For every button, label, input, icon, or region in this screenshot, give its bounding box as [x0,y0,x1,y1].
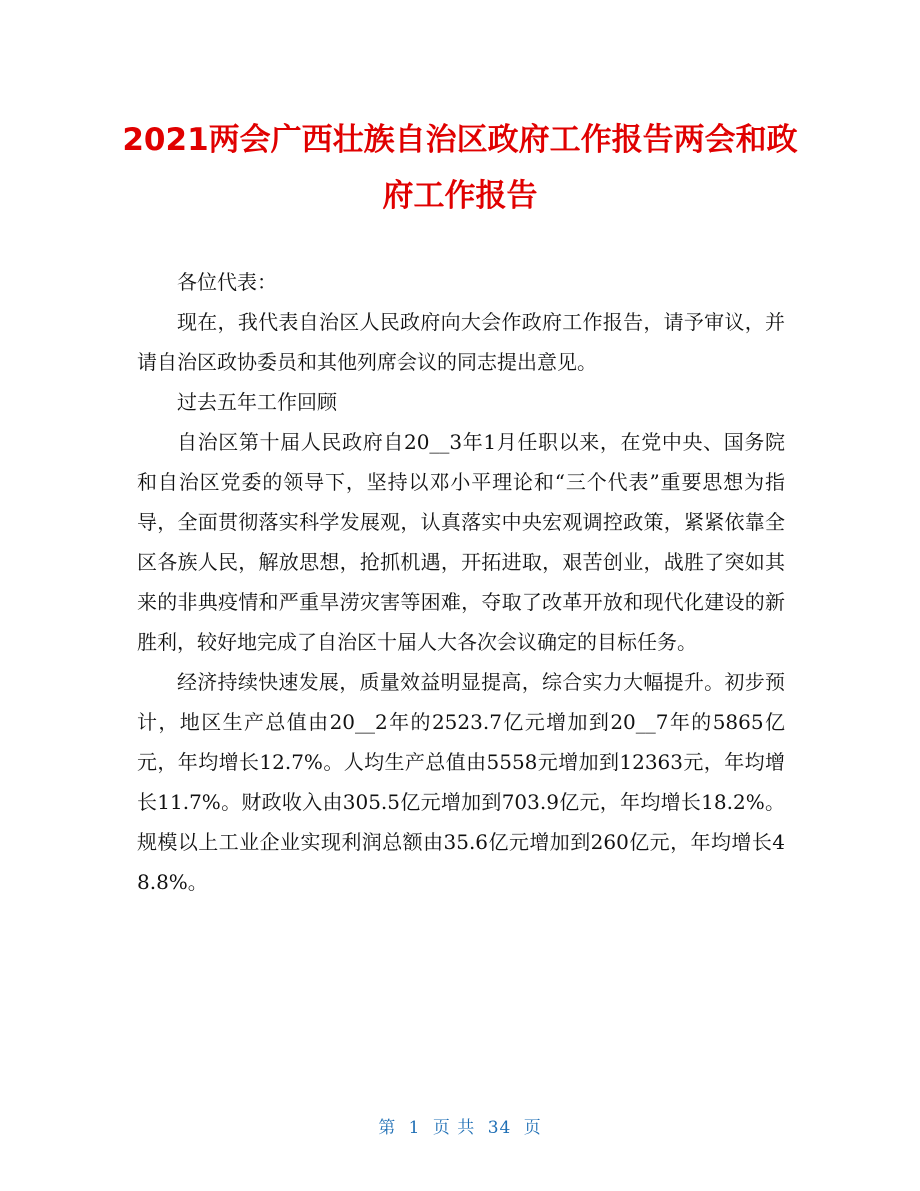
paragraph-economy: 经济持续快速发展，质量效益明显提高，综合实力大幅提升。初步预计，地区生产总值由20__2年的2523.7亿元增加到20__7年的5865亿元，年均增长12.7%。人均生产总值由5558元增加到12363元，年均增长11.7%。财政收入由305.5亿元增加到703.9亿元，年均增长18.2%。规模以上工业企业实现利润总额由35.6亿元增加到260亿元，年均增长48.8%。 [137,670,785,894]
document-title: 2021两会广西壮族自治区政府工作报告两会和政府工作报告 [122,122,798,214]
footer-prefix: 第 [378,1118,397,1138]
footer-middle: 页 共 [432,1118,476,1138]
page-footer [0,1113,920,1138]
footer-total-pages: 34 [487,1118,512,1138]
section-heading: 过去五年工作回顾 [177,390,337,414]
paragraph-salutation: 各位代表： [177,270,277,294]
paragraph-review: 自治区第十届人民政府自20__3年1月任职以来，在党中央、国务院和自治区党委的领导下，坚持以邓小平理论和“三个代表”重要思想为指导，全面贯彻落实科学发展观，认真落实中央宏观调控政策，紧紧依靠全区各族人民，解放思想，抢抓机遇，开拓进取，艰苦创业，战胜了突如其来的非典疫情和严重旱涝灾害等困难，夺取了改革开放和现代化建设的新胜利，较好地完成了自治区十届人大各次会议确定的目标任务。 [137,430,785,654]
footer-page-number: 1 [408,1118,421,1138]
document-body [137,262,785,902]
footer-suffix: 页 [523,1118,542,1138]
paragraph-intro: 现在，我代表自治区人民政府向大会作政府工作报告，请予审议，并请自治区政协委员和其他列席会议的同志提出意见。 [137,310,785,374]
